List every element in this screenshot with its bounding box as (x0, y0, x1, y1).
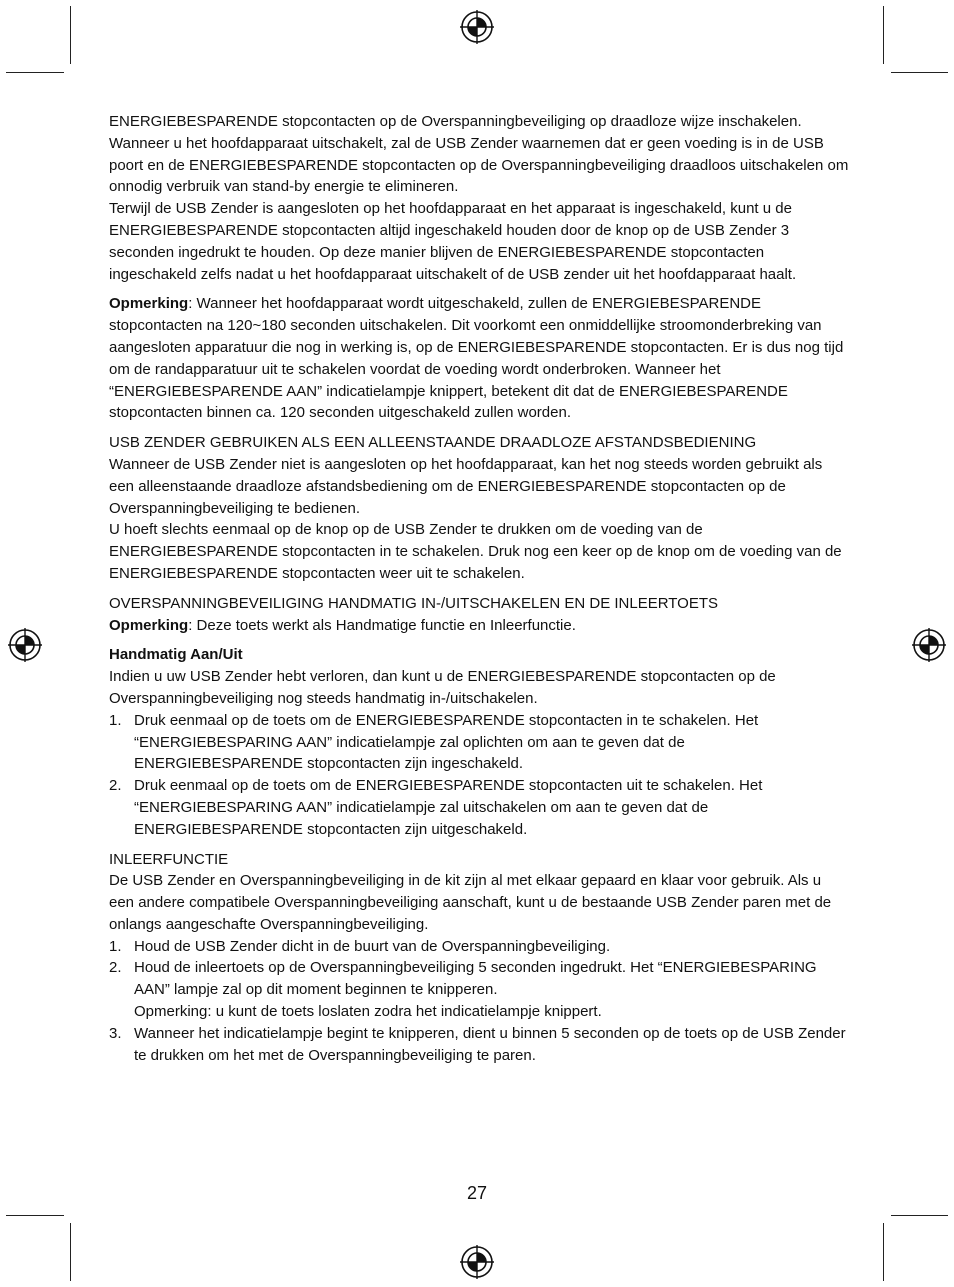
list-item: 2. Houd de inleertoets op de Overspanningbeveiliging 5 seconden ingedrukt. Het “ENERGIEBESPARING AAN” lampje zal op dit moment beginnen te knipperen. Opmerking: u kunt de toets loslaten zodra het indicatielampje knippert. (109, 959, 817, 1021)
list-item: 1. Druk eenmaal op de toets om de ENERGIEBESPARENDE stopcontacten in te schakelen. Het “ENERGIEBESPARING AAN” indicatielampje zal oplichten om aan te geven dat de ENERGIEBESPARENDE stopcontacten zijn ingeschakeld. (109, 711, 759, 773)
note-text: : Wanneer het hoofdapparaat wordt uitgeschakeld, zullen de ENERGIEBESPARENDE stopcontacten na 120~180 seconden uitschakelen. Dit voorkomt een onmiddellijke stroomonderbreking van aangesloten apparatuur die nog in werking is, op de ENERGIEBESPARENDE stopcontacten. Er is dus nog tijd om de randapparatuur uit te schakelen voordat de voeding wordt onderbroken. Wanneer het “ENERGIEBESPARENDE AAN” indicatielampje knippert, betekent dit dat de ENERGIEBESPARENDE stopcontacten binnen ca. 120 seconden uitgeschakeld zullen worden. (109, 295, 844, 422)
paragraph-inleer-intro: De USB Zender en Overspanningbeveiliging in de kit zijn al met elkaar gepaard en klaar voor gebruik. Als u een andere compatibele Overspanningbeveiliging aanschaft, kunt u de bestaande USB Zender paren met de onlangs aangeschafte Overspanningbeveiliging. (109, 872, 832, 933)
paragraph-press-button: U hoeft slechts eenmaal op de knop op de USB Zender te drukken om de voeding van de ENERGIEBESPARENDE stopcontacten in te schakelen. Druk nog een keer op de knop om de voeding van de ENERGIEBESPARENDE stopcontacten weer uit te schakelen. (109, 521, 842, 582)
list-inleer (109, 936, 849, 1067)
note-label: Opmerking (109, 295, 189, 313)
note-shutdown-delay (109, 293, 849, 424)
paragraph-wireless-switching: ENERGIEBESPARENDE stopcontacten op de Overspanningbeveiliging op draadloze wijze inschakelen. Wanneer u het hoofdapparaat uitschakelt, zal de USB Zender waarnemen dat er geen voeding is in de USB poort en de ENERGIEBESPARENDE stopcontacten op de Overspanningbeveiliging draadloos uitschakelen om onnodig verbruik van stand-by energie te elimineren. (109, 113, 849, 196)
paragraph-handmatig-intro: Indien u uw USB Zender hebt verloren, dan kunt u de ENERGIEBESPARENDE stopcontacten op de Overspanningbeveiliging nog steeds handmatig in-/uitschakelen. (109, 668, 776, 707)
subheading-handmatig: Handmatig Aan/Uit (109, 646, 243, 664)
registration-mark-icon (912, 628, 946, 662)
crop-mark (70, 6, 71, 64)
page-content (109, 111, 849, 1066)
paragraph-standalone-remote: Wanneer de USB Zender niet is aangesloten op het hoofdapparaat, kan het nog steeds worden gebruikt als een alleenstaande draadloze afstandsbediening om de ENERGIEBESPARENDE stopcontacten op de Overspanningbeveiliging te bedienen. (109, 455, 823, 517)
list-item-sub-note: Opmerking: u kunt de toets loslaten zodra het indicatielampje knippert. (134, 1003, 602, 1021)
list-item: 1. Houd de USB Zender dicht in de buurt van de Overspanningbeveiliging. (109, 937, 611, 955)
crop-mark (6, 1215, 64, 1216)
note-label: Opmerking (109, 616, 189, 634)
crop-mark (883, 6, 884, 64)
list-handmatig (109, 710, 849, 841)
registration-mark-icon (460, 1245, 494, 1279)
registration-mark-icon (460, 10, 494, 44)
crop-mark (883, 1223, 884, 1281)
note-text: : Deze toets werkt als Handmatige functie en Inleerfunctie. (188, 616, 576, 634)
list-item: 2. Druk eenmaal op de toets om de ENERGIEBESPARENDE stopcontacten uit te schakelen. Het “ENERGIEBESPARING AAN” indicatielampje zal uitschakelen om aan te geven dat de ENERGIEBESPARENDE stopcontacten zijn uitgeschakeld. (109, 777, 763, 838)
crop-mark (891, 72, 948, 73)
section-heading-manual: OVERSPANNINGBEVEILIGING HANDMATIG IN-/UITSCHAKELEN EN DE INLEERTOETS (109, 594, 719, 612)
paragraph-keep-on: Terwijl de USB Zender is aangesloten op het hoofdapparaat en het apparaat is ingeschakeld, kunt u de ENERGIEBESPARENDE stopcontacten altijd ingeschakeld houden door de knop op de USB Zender 3 seconden ingedrukt te houden. Op deze manier blijven de ENERGIEBESPARENDE stopcontacten ingeschakeld zelfs nadat u het hoofdapparaat uitschakelt of de USB zender uit het hoofdapparaat haalt. (109, 200, 797, 283)
page-number: 27 (466, 1183, 488, 1203)
section-heading-inleer: INLEERFUNCTIE (109, 850, 229, 868)
list-item: 3. Wanneer het indicatielampje begint te knipperen, dient u binnen 5 seconden op de toets op de USB Zender te drukken om het met de Overspanningbeveiliging te paren. (109, 1024, 846, 1064)
crop-mark (6, 72, 64, 73)
crop-mark (891, 1215, 948, 1216)
crop-mark (70, 1223, 71, 1281)
note-button-function (109, 615, 849, 637)
registration-mark-icon (8, 628, 42, 662)
section-heading-usb-remote: USB ZENDER GEBRUIKEN ALS EEN ALLEENSTAANDE DRAADLOZE AFSTANDSBEDIENING (109, 434, 757, 452)
